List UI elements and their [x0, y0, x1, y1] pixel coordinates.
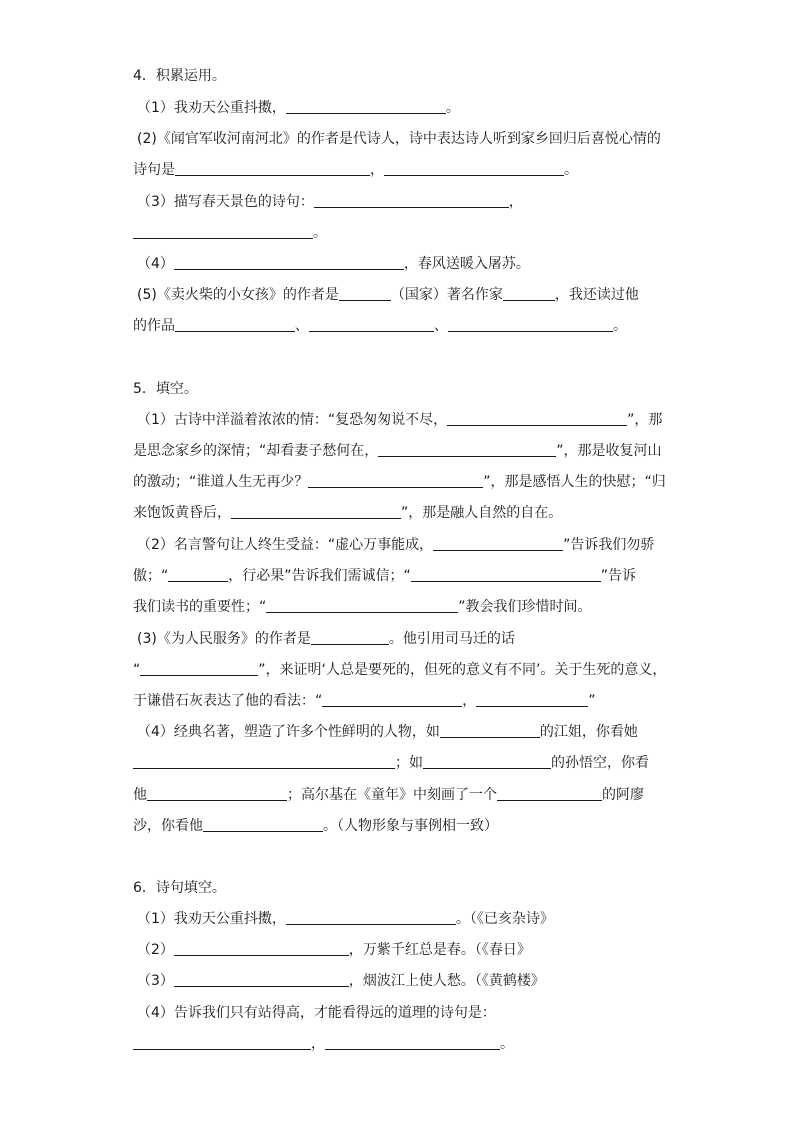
answer-blank[interactable]	[448, 317, 613, 332]
answer-blank[interactable]	[174, 972, 349, 987]
q6-item4-line2	[133, 1034, 673, 1054]
q6-item1-text: （1）我劝天公重抖擞，	[137, 911, 286, 927]
q6-item3-end: ，烟波江上使人愁。（《黄鹤楼》	[348, 973, 545, 989]
q5-item4-text: 他	[133, 787, 147, 803]
answer-blank[interactable]	[311, 630, 389, 645]
q6-item3-text: （3）	[137, 973, 174, 989]
answer-blank[interactable]	[286, 99, 446, 114]
q4-item3-line1	[137, 192, 677, 212]
q5-item4-text: （4）经典名著，塑造了许多个性鲜明的人物，如	[137, 724, 440, 740]
q5-item1-text: （1）古诗中洋溢着浓浓的情：“复恐匆匆说不尽，	[137, 412, 448, 428]
q4-item5-text: (5)《卖火柴的小女孩》的作者是	[137, 287, 339, 303]
q5-item1-text: ”，那是收复河山	[556, 443, 662, 459]
q4-item5-line1	[137, 285, 677, 305]
q6-item1	[137, 909, 677, 929]
q5-item2-line1	[137, 535, 677, 555]
q4-item5-sep: 、	[434, 318, 448, 334]
q5-item3-text: 于谦借石灰表达了他的看法：“	[133, 693, 323, 709]
q4-item1-end: 。	[445, 100, 460, 116]
q6-item1-end: 。（《已亥杂诗》	[455, 911, 554, 927]
q4-item4-end: ，春风送暖入屠苏。	[403, 256, 530, 272]
q4-item2-sep: ，	[370, 162, 384, 178]
q5-item3-text: ”	[588, 693, 596, 709]
q5-item1-line4	[133, 503, 673, 523]
answer-blank[interactable]	[411, 567, 601, 582]
q5-item3-text: 。他引用司马迁的话	[388, 631, 515, 647]
q5-item1-text: ”，那是感悟人生的快慰；“归	[483, 474, 666, 490]
q5-item1-text: 来饱饭黄昏后，	[133, 505, 231, 521]
q5-item1-text: 是思念家乡的深情；“却看妻子愁何在，	[133, 443, 379, 459]
answer-blank[interactable]	[440, 723, 540, 738]
q5-item3-text: (3)《为人民服务》的作者是	[137, 631, 311, 647]
q5-item4-line3	[133, 785, 673, 805]
answer-blank[interactable]	[497, 786, 602, 801]
q5-item1-line3	[133, 472, 673, 492]
answer-blank[interactable]	[175, 161, 370, 176]
answer-blank[interactable]	[308, 473, 483, 488]
q5-item3-line1	[137, 629, 677, 649]
q5-item4-text: 的阿廖	[602, 787, 644, 803]
q4-heading: 4．积累运用。	[133, 68, 226, 84]
q4-item5-end: 。	[613, 318, 627, 334]
q4-item5-mid2: ，我还读过他	[554, 287, 639, 303]
answer-blank[interactable]	[133, 754, 395, 769]
answer-blank[interactable]	[503, 286, 555, 301]
q5-item2-text: ”告诉	[600, 568, 637, 584]
q5-item1-line2	[133, 441, 673, 461]
answer-blank[interactable]	[174, 255, 404, 270]
answer-blank[interactable]	[325, 1035, 500, 1050]
answer-blank[interactable]	[231, 504, 401, 519]
answer-blank[interactable]	[168, 567, 228, 582]
q4-item2-line1: (2)《闻官军收河南河北》的作者是代诗人，诗中表达诗人听到家乡回归后喜悦心情的	[137, 131, 661, 147]
q5-item3-text: ”，来证明‘人总是要死的，但死的意义有不同’。关于生死的意义，	[258, 662, 667, 678]
q5-item2-line3	[133, 597, 673, 617]
q4-item3-end: 。	[313, 225, 327, 241]
answer-blank[interactable]	[133, 1035, 311, 1050]
q5-item1-text: ”，那是融人自然的自在。	[401, 505, 563, 521]
q5-item4-text: 。（人物形象与事例相一致）	[323, 818, 498, 834]
answer-blank[interactable]	[309, 317, 434, 332]
answer-blank[interactable]	[476, 692, 588, 707]
answer-blank[interactable]	[140, 661, 258, 676]
answer-blank[interactable]	[175, 317, 295, 332]
q5-item2-text: ”教会我们珍惜时间。	[458, 599, 592, 615]
answer-blank[interactable]	[203, 817, 323, 832]
q6-item4-line1: （4）告诉我们只有站得高，才能看得远的道理的诗句是：	[137, 1005, 496, 1021]
q6-item4-end: 。	[500, 1036, 514, 1052]
q4-item5-line2	[133, 316, 673, 336]
q5-item2-text: 傲；“	[133, 568, 169, 584]
answer-blank[interactable]	[147, 786, 287, 801]
q5-item4-text: 的江姐，你看她	[539, 724, 638, 740]
answer-blank[interactable]	[433, 536, 563, 551]
answer-blank[interactable]	[423, 754, 551, 769]
answer-blank[interactable]	[339, 286, 391, 301]
q5-heading: 5．填空。	[133, 381, 198, 397]
q4-item5-text2: 的作品	[133, 318, 175, 334]
q5-item4-text: ；高尔基在《童年》中刻画了一个	[287, 787, 497, 803]
q5-item4-text: 沙，你看他	[133, 818, 203, 834]
q5-item4-text: 的孙悟空，你看	[551, 755, 649, 771]
q4-item3-text: （3）描写春天景色的诗句：	[137, 194, 314, 210]
q6-item2	[137, 940, 677, 960]
q6-item4-sep: ，	[311, 1036, 325, 1052]
q6-item2-text: （2）	[137, 942, 174, 958]
q4-item1	[137, 98, 677, 118]
q5-item2-text: ”告诉我们勿骄	[563, 537, 655, 553]
q5-item4-line1	[137, 722, 677, 742]
q5-item2-text: ，行必果”告诉我们需诚信；“	[228, 568, 411, 584]
q5-item4-text: ；如	[395, 755, 423, 771]
q4-item1-text: （1）我劝天公重抖擞，	[137, 100, 286, 116]
answer-blank[interactable]	[174, 941, 349, 956]
answer-blank[interactable]	[286, 910, 456, 925]
q4-item3-sep: ，	[508, 194, 523, 210]
answer-blank[interactable]	[314, 193, 509, 208]
q5-item2-text: （2）名言警句让人终生受益：“虚心万事能成，	[137, 537, 434, 553]
q4-item4	[137, 254, 677, 274]
q4-item5-mid1: （国家）著名作家	[390, 287, 503, 303]
q5-item4-line2	[133, 753, 673, 773]
q5-item3-line2	[133, 660, 673, 680]
q5-item3-sep: ，	[462, 693, 477, 709]
q4-item4-text: （4）	[137, 256, 174, 272]
q4-item2-line2	[133, 160, 673, 180]
q5-item3-text: “	[133, 662, 141, 678]
answer-blank[interactable]	[266, 598, 458, 613]
q5-item2-line2	[133, 566, 673, 586]
answer-blank[interactable]	[447, 411, 627, 426]
q4-item5-sep: 、	[295, 318, 309, 334]
q5-item3-line3	[133, 691, 673, 711]
answer-blank[interactable]	[133, 224, 313, 239]
q5-item1-text: 的激动；“谁道人生无再少？	[133, 474, 309, 490]
q5-item4-line4	[133, 816, 673, 836]
answer-blank[interactable]	[322, 692, 462, 707]
q4-item3-line2	[133, 223, 673, 243]
answer-blank[interactable]	[378, 442, 556, 457]
q6-heading: 6．诗句填空。	[133, 880, 226, 896]
q4-item2-text: 诗句是	[133, 162, 175, 178]
q6-item2-end: ，万紫千红总是春。（《春日》	[348, 942, 531, 958]
q4-item2-end: 。	[564, 162, 578, 178]
q5-item1-line1	[137, 410, 677, 430]
q5-item2-text: 我们读书的重要性；“	[133, 599, 267, 615]
answer-blank[interactable]	[384, 161, 564, 176]
q5-item1-text: ”，那	[627, 412, 663, 428]
q6-item3	[137, 971, 677, 991]
